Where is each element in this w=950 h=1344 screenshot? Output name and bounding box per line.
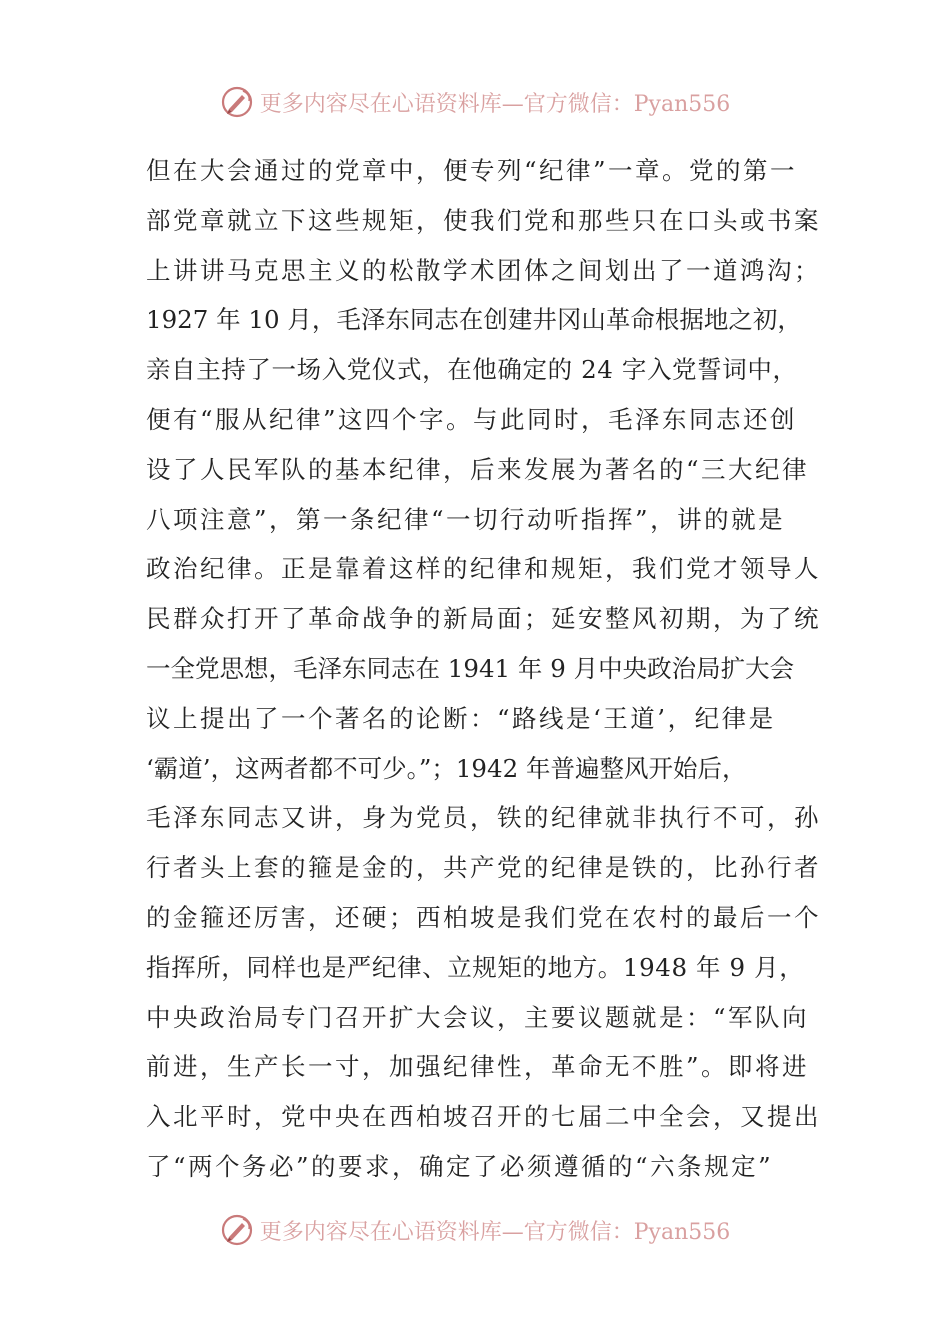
body-line: 行者头上套的箍是金的，共产党的纪律是铁的，比孙行者 [146, 853, 821, 883]
header-watermark [0, 80, 950, 124]
body-line: 议上提出了一个著名的论断：“路线是‘王道’，纪律是 [146, 703, 776, 733]
body-line: 入北平时，党中央在西柏坡召开的七届二中全会，又提出 [146, 1102, 821, 1132]
body-line: 八项注意”，第一条纪律“一切行动听指挥”，讲的就是 [146, 504, 786, 534]
body-line: 前进，生产长一寸，加强纪律性，革命无不胜”。即将进 [146, 1052, 810, 1082]
pen-logo-icon [220, 85, 254, 119]
body-line: 政治纪律。正是靠着这样的纪律和规矩，我们党才领导人 [146, 554, 821, 584]
body-line: 指挥所，同样也是严纪律、立规矩的地方。1948 年 9 月， [146, 952, 805, 982]
pen-logo-icon [220, 1213, 254, 1247]
watermark-text: 更多内容尽在心语资料库—官方微信：Pyan556 [259, 1219, 731, 1245]
body-line: 亲自主持了一场入党仪式，在他确定的 24 字入党誓词中， [146, 355, 798, 385]
body-line: 1927 年 10 月，毛泽东同志在创建井冈山革命根据地之初， [146, 305, 802, 335]
document-body [146, 146, 821, 1192]
body-line: 上讲讲马克思主义的松散学术团体之间划出了一道鸿沟； [146, 255, 821, 285]
watermark-text: 更多内容尽在心语资料库—官方微信：Pyan556 [259, 91, 731, 117]
body-line: 但在大会通过的党章中，便专列“纪律”一章。党的第一 [146, 156, 798, 185]
body-line: ‘霸道’，这两者都不可少。”；1942 年普遍整风开始后， [146, 753, 747, 783]
body-line: 一全党思想，毛泽东同志在 1941 年 9 月中央政治局扩大会 [146, 653, 795, 683]
body-line: 设了人民军队的基本纪律，后来发展为著名的“三大纪律 [146, 454, 810, 484]
body-line: 了“两个务必”的要求，确定了必须遵循的“六条规定” [146, 1151, 774, 1181]
body-line: 中央政治局专门召开扩大会议，主要议题就是：“军队向 [146, 1002, 810, 1032]
body-line: 民群众打开了革命战争的新局面；延安整风初期，为了统 [146, 604, 821, 634]
body-line: 的金箍还厉害，还硬；西柏坡是我们党在农村的最后一个 [146, 902, 821, 932]
body-line: 部党章就立下这些规矩，使我们党和那些只在口头或书案 [146, 205, 821, 235]
body-line: 便有“服从纪律”这四个字。与此同时，毛泽东同志还创 [146, 404, 798, 434]
footer-watermark [0, 1208, 950, 1252]
body-line: 毛泽东同志又讲，身为党员，铁的纪律就非执行不可，孙 [146, 803, 821, 833]
